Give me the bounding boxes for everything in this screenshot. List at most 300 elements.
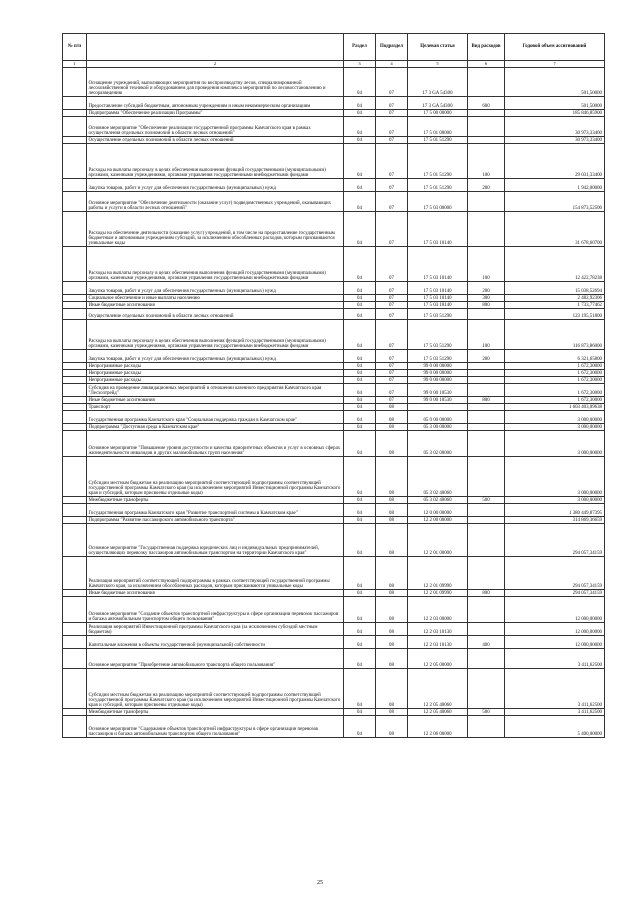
- row-number-cell: [63, 636, 87, 649]
- expense-type-cell: [468, 370, 505, 377]
- item-name-cell: Подпрограмма "Обеспечение реализации Программы": [87, 110, 344, 117]
- annual-amount-cell: 1 672,30000: [505, 377, 605, 384]
- section-cell: 04: [344, 497, 376, 504]
- target-article-cell: 05 3 00 00000: [408, 424, 468, 431]
- subsection-cell: 07: [376, 144, 408, 179]
- subsection-cell: 08: [376, 524, 408, 557]
- table-row: [63, 384, 605, 397]
- subsection-cell: 08: [376, 504, 408, 517]
- table-row: [63, 457, 605, 497]
- row-number-cell: [63, 295, 87, 302]
- item-name-cell: Основное мероприятие "Содержание объектов транспортной инфраструктуры в сфере организации перевозок пассажиров и багажа автомобильным транспортом общего пользования": [87, 716, 344, 738]
- expense-type-cell: [468, 363, 505, 370]
- header-num: № п/п: [63, 34, 87, 61]
- annual-amount-cell: 154 873,52500: [505, 192, 605, 212]
- target-article-cell: 17 5 03 51290: [408, 309, 468, 320]
- column-number: 7: [505, 61, 605, 68]
- annual-amount-cell: 12 000,00000: [505, 636, 605, 649]
- section-cell: 04: [344, 295, 376, 302]
- expense-type-cell: [468, 716, 505, 738]
- target-article-cell: 17 3 GA 54300: [408, 68, 468, 97]
- section-cell: 04: [344, 557, 376, 590]
- annual-amount-cell: 1 603 403,09638: [505, 404, 605, 411]
- expense-type-cell: [468, 597, 505, 623]
- section-cell: 04: [344, 504, 376, 517]
- column-number: 3: [344, 61, 376, 68]
- section-cell: 04: [344, 144, 376, 179]
- subsection-cell: 08: [376, 669, 408, 709]
- subsection-cell: 07: [376, 320, 408, 350]
- section-cell: 04: [344, 179, 376, 192]
- row-number-cell: [63, 649, 87, 669]
- table-row: [63, 716, 605, 738]
- target-article-cell: 17 5 03 10140: [408, 302, 468, 309]
- table-row: [63, 137, 605, 144]
- annual-amount-cell: 294 057,34159: [505, 590, 605, 597]
- item-name-cell: Транспорт: [87, 404, 344, 411]
- annual-amount-cell: 123 195,51800: [505, 309, 605, 320]
- item-name-cell: Непрограммные расходы: [87, 370, 344, 377]
- section-cell: 04: [344, 623, 376, 636]
- section-cell: 04: [344, 424, 376, 431]
- target-article-cell: 99 0 00 00000: [408, 363, 468, 370]
- subsection-cell: 08: [376, 649, 408, 669]
- row-number-cell: [63, 590, 87, 597]
- subsection-cell: 08: [376, 517, 408, 524]
- table-row: [63, 144, 605, 179]
- subsection-cell: 07: [376, 384, 408, 397]
- target-article-cell: 12 2 03 10130: [408, 636, 468, 649]
- table-row: [63, 669, 605, 709]
- annual-amount-cell: 1 672,30000: [505, 397, 605, 404]
- column-number: 6: [468, 61, 505, 68]
- row-number-cell: [63, 110, 87, 117]
- row-number-cell: [63, 363, 87, 370]
- page-number: 25: [317, 880, 323, 886]
- table-row: [63, 97, 605, 110]
- section-cell: 04: [344, 192, 376, 212]
- row-number-cell: [63, 137, 87, 144]
- item-name-cell: Межбюджетные трансферты: [87, 497, 344, 504]
- subsection-cell: 07: [376, 117, 408, 137]
- target-article-cell: 17 5 01 00000: [408, 117, 468, 137]
- section-cell: 04: [344, 212, 376, 247]
- section-cell: 04: [344, 320, 376, 350]
- expense-type-cell: [468, 457, 505, 497]
- expense-type-cell: 100: [468, 247, 505, 282]
- item-name-cell: Непрограммные расходы: [87, 377, 344, 384]
- expense-type-cell: [468, 404, 505, 411]
- table-row: [63, 590, 605, 597]
- target-article-cell: 12 2 01 09990: [408, 557, 468, 590]
- target-article-cell: 05 0 00 00000: [408, 411, 468, 424]
- row-number-cell: [63, 557, 87, 590]
- expense-type-cell: 100: [468, 144, 505, 179]
- row-number-cell: [63, 424, 87, 431]
- target-article-cell: 05 3 02 40060: [408, 497, 468, 504]
- table-body: [63, 68, 605, 738]
- subsection-cell: 08: [376, 457, 408, 497]
- table-row: [63, 424, 605, 431]
- subsection-cell: 07: [376, 212, 408, 247]
- section-cell: 04: [344, 636, 376, 649]
- table-row: [63, 517, 605, 524]
- annual-amount-cell: 2 482,92306: [505, 295, 605, 302]
- row-number-cell: [63, 117, 87, 137]
- subsection-cell: 08: [376, 623, 408, 636]
- annual-amount-cell: 294 057,34159: [505, 524, 605, 557]
- target-article-cell: 12 2 01 09990: [408, 590, 468, 597]
- table-row: [63, 370, 605, 377]
- annual-amount-cell: 3 000,00000: [505, 497, 605, 504]
- table-row: [63, 363, 605, 370]
- expense-type-cell: 100: [468, 320, 505, 350]
- target-article-cell: 12 0 00 00000: [408, 504, 468, 517]
- target-article-cell: 17 5 00 00000: [408, 110, 468, 117]
- table-row: [63, 397, 605, 404]
- subsection-cell: 07: [376, 179, 408, 192]
- subsection-cell: 07: [376, 397, 408, 404]
- expense-type-cell: 800: [468, 397, 505, 404]
- subsection-cell: 07: [376, 350, 408, 363]
- section-cell: 04: [344, 110, 376, 117]
- header-row: [63, 34, 605, 61]
- section-cell: 04: [344, 517, 376, 524]
- annual-amount-cell: 3 000,00000: [505, 431, 605, 457]
- item-name-cell: Основное мероприятие "Обеспечение деятельности (оказание услуг) подведомственных учреждений, оказывающих работы и услуги в области лесных отношений": [87, 192, 344, 212]
- table-row: [63, 636, 605, 649]
- target-article-cell: 12 2 00 00000: [408, 517, 468, 524]
- row-number-cell: [63, 524, 87, 557]
- target-article-cell: 17 5 03 10140: [408, 247, 468, 282]
- annual-amount-cell: 15 038,52694: [505, 282, 605, 295]
- target-article-cell: 17 5 03 10140: [408, 212, 468, 247]
- item-name-cell: Капитальные вложения в объекты государственной (муниципальной) собственности: [87, 636, 344, 649]
- subsection-cell: 07: [376, 110, 408, 117]
- section-cell: 04: [344, 137, 376, 144]
- section-cell: 04: [344, 457, 376, 497]
- table-row: [63, 557, 605, 590]
- header-subsection: Подраздел: [376, 34, 408, 61]
- table-row: [63, 320, 605, 350]
- expense-type-cell: [468, 411, 505, 424]
- annual-amount-cell: 3 411,62500: [505, 649, 605, 669]
- annual-amount-cell: 3 000,00000: [505, 424, 605, 431]
- subsection-cell: 08: [376, 497, 408, 504]
- expense-type-cell: 200: [468, 179, 505, 192]
- table-row: [63, 377, 605, 384]
- section-cell: 04: [344, 709, 376, 716]
- item-name-cell: Расходы на выплаты персоналу в целях обеспечения выполнения функций государственными (муниципальными) органами, казенными учреждениями, органами управления государственными внебюджетными фондами: [87, 247, 344, 282]
- column-number: 5: [408, 61, 468, 68]
- item-name-cell: Иные бюджетные ассигнования: [87, 397, 344, 404]
- section-cell: 04: [344, 247, 376, 282]
- column-number: 1: [63, 61, 87, 68]
- table-row: [63, 649, 605, 669]
- table-row: [63, 524, 605, 557]
- item-name-cell: Предоставление субсидий бюджетным, автономным учреждениям и иным некоммерческим организациям: [87, 97, 344, 110]
- item-name-cell: Основное мероприятие "Повышение уровня доступности и качества приоритетных объектов и услуг в основных сферах жизнедеятельности инвалидов и других маломобильных групп населения": [87, 431, 344, 457]
- annual-amount-cell: 12 000,00000: [505, 623, 605, 636]
- item-name-cell: Основное мероприятие "Обеспечение реализации государственной программы Камчатского края в рамках осуществления отдельных полномочий в области лесных отношений": [87, 117, 344, 137]
- expense-type-cell: [468, 117, 505, 137]
- column-number-row: [63, 61, 605, 68]
- table-row: [63, 623, 605, 636]
- target-article-cell: 05 3 02 00000: [408, 431, 468, 457]
- target-article-cell: 12 2 05 40060: [408, 669, 468, 709]
- row-number-cell: [63, 431, 87, 457]
- subsection-cell: 08: [376, 404, 408, 411]
- target-article-cell: 12 2 05 40060: [408, 709, 468, 716]
- item-name-cell: Расходы на выплаты персоналу в целях обеспечения выполнения функций государственными (муниципальными) органами, казенными учреждениями, органами управления государственными внебюджетными фондами: [87, 320, 344, 350]
- table-row: [63, 282, 605, 295]
- header-annual-amount: Годовой объем ассигнований: [505, 34, 605, 61]
- table-row: [63, 411, 605, 424]
- annual-amount-cell: 31 678,60700: [505, 212, 605, 247]
- target-article-cell: 17 3 GA 54300: [408, 97, 468, 110]
- expense-type-cell: [468, 68, 505, 97]
- item-name-cell: Межбюджетные трансферты: [87, 709, 344, 716]
- annual-amount-cell: 29 031,33400: [505, 144, 605, 179]
- target-article-cell: 17 5 03 00000: [408, 192, 468, 212]
- expense-type-cell: [468, 557, 505, 590]
- annual-amount-cell: 12 422,78238: [505, 247, 605, 282]
- item-name-cell: Государственная программа Камчатского края "Социальная поддержка граждан в Камчатском крае": [87, 411, 344, 424]
- row-number-cell: [63, 384, 87, 397]
- row-number-cell: [63, 144, 87, 179]
- header-section: Раздел: [344, 34, 376, 61]
- section-cell: 04: [344, 397, 376, 404]
- target-article-cell: 99 0 00 00000: [408, 370, 468, 377]
- row-number-cell: [63, 669, 87, 709]
- expense-type-cell: 600: [468, 97, 505, 110]
- section-cell: 04: [344, 68, 376, 97]
- row-number-cell: [63, 370, 87, 377]
- expense-type-cell: [468, 669, 505, 709]
- target-article-cell: 12 2 06 00000: [408, 716, 468, 738]
- row-number-cell: [63, 377, 87, 384]
- target-article-cell: 99 0 00 10530: [408, 397, 468, 404]
- subsection-cell: 07: [376, 282, 408, 295]
- row-number-cell: [63, 623, 87, 636]
- header-expense-type: Вид расходов: [468, 34, 505, 61]
- annual-amount-cell: 501,50000: [505, 68, 605, 97]
- annual-amount-cell: 1 672,30000: [505, 370, 605, 377]
- expense-type-cell: [468, 431, 505, 457]
- subsection-cell: 08: [376, 716, 408, 738]
- annual-amount-cell: 12 000,00000: [505, 597, 605, 623]
- target-article-cell: 17 5 01 51290: [408, 144, 468, 179]
- section-cell: 04: [344, 431, 376, 457]
- target-article-cell: 17 5 03 51290: [408, 320, 468, 350]
- expense-type-cell: 500: [468, 497, 505, 504]
- item-name-cell: Государственная программа Камчатского края "Развитие транспортной системы в Камчатском крае": [87, 504, 344, 517]
- section-cell: 04: [344, 377, 376, 384]
- subsection-cell: 08: [376, 424, 408, 431]
- subsection-cell: 08: [376, 597, 408, 623]
- expense-type-cell: 300: [468, 295, 505, 302]
- table-row: [63, 192, 605, 212]
- item-name-cell: Субсидии местным бюджетам на реализацию мероприятий соответствующей подпрограммы соответствующей государственной программы Камчатского края (за исключением мероприятий Инвестиционной программы Камчатского края и субсидий, которым присвоены отдельные коды): [87, 669, 344, 709]
- table-row: [63, 497, 605, 504]
- table-row: [63, 597, 605, 623]
- row-number-cell: [63, 179, 87, 192]
- expense-type-cell: [468, 377, 505, 384]
- row-number-cell: [63, 716, 87, 738]
- row-number-cell: [63, 97, 87, 110]
- annual-amount-cell: 185 846,85900: [505, 110, 605, 117]
- annual-amount-cell: 1 672,30000: [505, 363, 605, 370]
- target-article-cell: 12 2 05 00000: [408, 649, 468, 669]
- section-cell: 04: [344, 97, 376, 110]
- item-name-cell: Подпрограмма "Развитие пассажирского автомобильного транспорта": [87, 517, 344, 524]
- table-row: [63, 504, 605, 517]
- row-number-cell: [63, 309, 87, 320]
- target-article-cell: [408, 404, 468, 411]
- column-number: 4: [376, 61, 408, 68]
- expense-type-cell: [468, 524, 505, 557]
- section-cell: 04: [344, 597, 376, 623]
- annual-amount-cell: 1 672,30000: [505, 384, 605, 397]
- annual-amount-cell: 3 411,62500: [505, 669, 605, 709]
- subsection-cell: 08: [376, 431, 408, 457]
- table-row: [63, 431, 605, 457]
- annual-amount-cell: 30 973,33400: [505, 137, 605, 144]
- section-cell: 04: [344, 117, 376, 137]
- item-name-cell: Осуществление отдельных полномочий в области лесных отношений: [87, 309, 344, 320]
- annual-amount-cell: 30 973,33400: [505, 117, 605, 137]
- item-name-cell: Основное мероприятие "Приобретение автомобильного транспорта общего пользования": [87, 649, 344, 669]
- subsection-cell: 08: [376, 709, 408, 716]
- item-name-cell: Расходы на обеспечение деятельности (оказание услуг) учреждений, в том числе на предоставление государственным бюджетным и автономным учреждениям субсидий, за исключением обособленных расходов, которым присваиваются уникальные коды: [87, 212, 344, 247]
- item-name-cell: Основное мероприятие "Создание объектов транспортной инфраструктуры в сфере организации перевозок пассажиров и багажа автомобильным транспортом общего пользования": [87, 597, 344, 623]
- item-name-cell: Закупка товаров, работ и услуг для обеспечения государственных (муниципальных) нужд: [87, 282, 344, 295]
- expense-type-cell: [468, 309, 505, 320]
- header-name: [87, 34, 344, 61]
- annual-amount-cell: 3 000,00000: [505, 411, 605, 424]
- row-number-cell: [63, 192, 87, 212]
- expense-type-cell: [468, 517, 505, 524]
- subsection-cell: 07: [376, 363, 408, 370]
- item-name-cell: Непрограммные расходы: [87, 363, 344, 370]
- subsection-cell: 07: [376, 68, 408, 97]
- row-number-cell: [63, 397, 87, 404]
- row-number-cell: [63, 411, 87, 424]
- table-row: [63, 350, 605, 363]
- section-cell: 04: [344, 411, 376, 424]
- target-article-cell: 17 5 03 10140: [408, 295, 468, 302]
- row-number-cell: [63, 350, 87, 363]
- row-number-cell: [63, 709, 87, 716]
- item-name-cell: Закупка товаров, работ и услуг для обеспечения государственных (муниципальных) нужд: [87, 179, 344, 192]
- expense-type-cell: 800: [468, 302, 505, 309]
- annual-amount-cell: 1 733,77462: [505, 302, 605, 309]
- section-cell: 04: [344, 309, 376, 320]
- target-article-cell: 17 5 03 10140: [408, 282, 468, 295]
- expense-type-cell: [468, 504, 505, 517]
- item-name-cell: Подпрограмма "Доступная среда в Камчатском крае": [87, 424, 344, 431]
- item-name-cell: Осуществление отдельных полномочий в области лесных отношений: [87, 137, 344, 144]
- subsection-cell: 07: [376, 247, 408, 282]
- target-article-cell: 12 2 03 00000: [408, 597, 468, 623]
- annual-amount-cell: 1 942,00000: [505, 179, 605, 192]
- section-cell: 04: [344, 384, 376, 397]
- expense-type-cell: [468, 110, 505, 117]
- target-article-cell: 05 3 02 40060: [408, 457, 468, 497]
- row-number-cell: [63, 247, 87, 282]
- row-number-cell: [63, 497, 87, 504]
- table-row: [63, 179, 605, 192]
- row-number-cell: [63, 212, 87, 247]
- target-article-cell: 12 2 03 10130: [408, 623, 468, 636]
- section-cell: 04: [344, 370, 376, 377]
- annual-amount-cell: 3 000,00000: [505, 457, 605, 497]
- table-row: [63, 247, 605, 282]
- item-name-cell: Реализация мероприятий Инвестиционной программы Камчатского края (за исключением субсидий местным бюджетам): [87, 623, 344, 636]
- expense-type-cell: 400: [468, 636, 505, 649]
- expense-type-cell: 800: [468, 590, 505, 597]
- subsection-cell: 07: [376, 377, 408, 384]
- table-row: [63, 295, 605, 302]
- item-name-cell: Субсидия на проведение ликвидационных мероприятий и отношении казенного предприятия Камчатского края "Лесхозтрейд": [87, 384, 344, 397]
- row-number-cell: [63, 404, 87, 411]
- target-article-cell: 17 5 01 51290: [408, 137, 468, 144]
- subsection-cell: 07: [376, 137, 408, 144]
- item-name-cell: Реализация мероприятий соответствующей подпрограммы в рамках соответствующей государственной программы Камчатского края, за исключением обособленных расходов, которым присваиваются уникальные коды: [87, 557, 344, 590]
- expense-type-cell: [468, 192, 505, 212]
- section-cell: 04: [344, 350, 376, 363]
- expense-type-cell: [468, 623, 505, 636]
- subsection-cell: 08: [376, 411, 408, 424]
- table-row: [63, 212, 605, 247]
- table-row: [63, 68, 605, 97]
- row-number-cell: [63, 68, 87, 97]
- annual-amount-cell: 116 873,86000: [505, 320, 605, 350]
- row-number-cell: [63, 320, 87, 350]
- subsection-cell: 07: [376, 192, 408, 212]
- budget-table-page: [62, 33, 604, 738]
- header-target-article: Целевая статья: [408, 34, 468, 61]
- column-number: 2: [87, 61, 344, 68]
- table-row: [63, 117, 605, 137]
- expense-type-cell: [468, 424, 505, 431]
- section-cell: 04: [344, 282, 376, 295]
- item-name-cell: Расходы на выплаты персоналу в целях обеспечения выполнения функций государственными (муниципальными) органами, казенными учреждениями, органами управления государственными внебюджетными фондами: [87, 144, 344, 179]
- annual-amount-cell: 1 380 449,87395: [505, 504, 605, 517]
- row-number-cell: [63, 457, 87, 497]
- expense-type-cell: [468, 137, 505, 144]
- table-row: [63, 302, 605, 309]
- subsection-cell: 08: [376, 590, 408, 597]
- row-number-cell: [63, 282, 87, 295]
- expense-type-cell: 500: [468, 709, 505, 716]
- section-cell: 04: [344, 669, 376, 709]
- section-cell: 04: [344, 716, 376, 738]
- row-number-cell: [63, 504, 87, 517]
- subsection-cell: 08: [376, 636, 408, 649]
- item-name-cell: Иные бюджетные ассигнования: [87, 302, 344, 309]
- row-number-cell: [63, 302, 87, 309]
- target-article-cell: 17 5 03 51290: [408, 350, 468, 363]
- table-row: [63, 709, 605, 716]
- subsection-cell: 07: [376, 295, 408, 302]
- section-cell: 04: [344, 649, 376, 669]
- expense-type-cell: [468, 384, 505, 397]
- section-cell: 04: [344, 404, 376, 411]
- annual-amount-cell: 501,50000: [505, 97, 605, 110]
- section-cell: 04: [344, 363, 376, 370]
- annual-amount-cell: 314 869,36659: [505, 517, 605, 524]
